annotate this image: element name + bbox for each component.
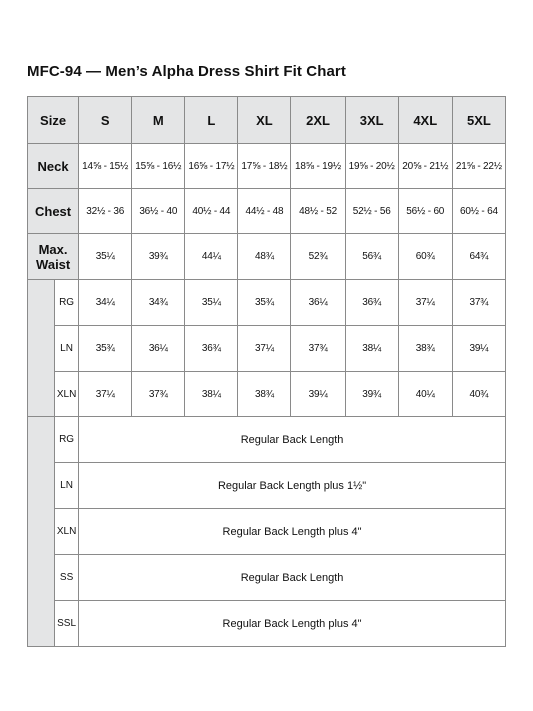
sleeve-cell: 38¼: [345, 326, 398, 372]
sleeve-cell: 38¼: [185, 372, 238, 417]
size-header-3xl: 3XL: [345, 97, 398, 144]
waist-label-text: Max. Waist: [36, 241, 71, 272]
sleeve-cell: 37¾: [452, 280, 505, 326]
back-row-ln: [28, 463, 506, 509]
sleeve-cell: 39¼: [291, 372, 345, 417]
page-title: MFC-94 — Men’s Alpha Dress Shirt Fit Chart: [27, 63, 346, 80]
sleeve-cell: 40¼: [398, 372, 452, 417]
waist-cell: 52¾: [291, 234, 345, 280]
size-header-s: S: [79, 97, 132, 144]
size-header-row: [28, 97, 506, 144]
back-fit-label: LN: [55, 463, 79, 509]
neck-cell: 20⅝ - 21½: [398, 144, 452, 189]
back-row-ssl: [28, 601, 506, 647]
chest-cell: 36½ - 40: [132, 189, 185, 234]
neck-cell: 14⅝ - 15½: [79, 144, 132, 189]
sleeve-row-ln: [28, 326, 506, 372]
size-header-2xl: 2XL: [291, 97, 345, 144]
back-fit-label: XLN: [55, 509, 79, 555]
chest-cell: 60½ - 64: [452, 189, 505, 234]
sleeve-cell: 34¼: [79, 280, 132, 326]
neck-cell: 15⅝ - 16½: [132, 144, 185, 189]
waist-row: [28, 234, 506, 280]
sleeve-cell: 36¼: [291, 280, 345, 326]
neck-cell: 16⅝ - 17½: [185, 144, 238, 189]
back-length-cell: Regular Back Length plus 1½": [79, 463, 506, 509]
size-header-xl: XL: [238, 97, 291, 144]
sleeve-cell: 35¾: [79, 326, 132, 372]
sleeve-length-group-label: [28, 280, 55, 417]
chest-cell: 40½ - 44: [185, 189, 238, 234]
chest-cell: 56½ - 60: [398, 189, 452, 234]
sleeve-cell: 38¾: [398, 326, 452, 372]
size-header-l: L: [185, 97, 238, 144]
waist-label: [28, 234, 79, 280]
size-header-5xl: 5XL: [452, 97, 505, 144]
sleeve-cell: 39¼: [452, 326, 505, 372]
chest-cell: 32½ - 36: [79, 189, 132, 234]
sleeve-fit-label: XLN: [55, 372, 79, 417]
back-length-cell: Regular Back Length plus 4": [79, 601, 506, 647]
neck-row: [28, 144, 506, 189]
fit-chart-table: [27, 96, 506, 647]
waist-cell: 44¼: [185, 234, 238, 280]
sleeve-cell: 37¼: [79, 372, 132, 417]
back-fit-label: SS: [55, 555, 79, 601]
size-header-label: Size: [28, 97, 79, 144]
waist-cell: 60¾: [398, 234, 452, 280]
sleeve-cell: 36¾: [345, 280, 398, 326]
sleeve-cell: 34¾: [132, 280, 185, 326]
chest-cell: 52½ - 56: [345, 189, 398, 234]
back-fit-label: SSL: [55, 601, 79, 647]
sleeve-cell: 37¾: [291, 326, 345, 372]
waist-cell: 64¾: [452, 234, 505, 280]
back-length-group-label: [28, 417, 55, 647]
sleeve-cell: 35¼: [185, 280, 238, 326]
waist-cell: 56¾: [345, 234, 398, 280]
chest-label: Chest: [28, 189, 79, 234]
back-row-xln: [28, 509, 506, 555]
sleeve-cell: 40¾: [452, 372, 505, 417]
back-length-cell: Regular Back Length: [79, 555, 506, 601]
neck-cell: 21⅝ - 22½: [452, 144, 505, 189]
sleeve-fit-label: RG: [55, 280, 79, 326]
sleeve-cell: 36¾: [185, 326, 238, 372]
sleeve-fit-label: LN: [55, 326, 79, 372]
sleeve-cell: 36¼: [132, 326, 185, 372]
size-header-m: M: [132, 97, 185, 144]
sleeve-row-rg: [28, 280, 506, 326]
sleeve-row-xln: [28, 372, 506, 417]
back-fit-label: RG: [55, 417, 79, 463]
neck-cell: 17⅝ - 18½: [238, 144, 291, 189]
chest-cell: 44½ - 48: [238, 189, 291, 234]
sleeve-cell: 37¾: [132, 372, 185, 417]
neck-label: Neck: [28, 144, 79, 189]
neck-cell: 18⅝ - 19½: [291, 144, 345, 189]
waist-cell: 35¼: [79, 234, 132, 280]
back-length-cell: Regular Back Length plus 4": [79, 509, 506, 555]
waist-cell: 39¾: [132, 234, 185, 280]
sleeve-cell: 37¼: [238, 326, 291, 372]
chest-row: [28, 189, 506, 234]
sleeve-cell: 37¼: [398, 280, 452, 326]
back-row-ss: [28, 555, 506, 601]
sleeve-cell: 39¾: [345, 372, 398, 417]
waist-cell: 48¾: [238, 234, 291, 280]
back-length-cell: Regular Back Length: [79, 417, 506, 463]
size-header-4xl: 4XL: [398, 97, 452, 144]
back-row-rg: [28, 417, 506, 463]
sleeve-cell: 35¾: [238, 280, 291, 326]
chest-cell: 48½ - 52: [291, 189, 345, 234]
neck-cell: 19⅝ - 20½: [345, 144, 398, 189]
sleeve-cell: 38¾: [238, 372, 291, 417]
